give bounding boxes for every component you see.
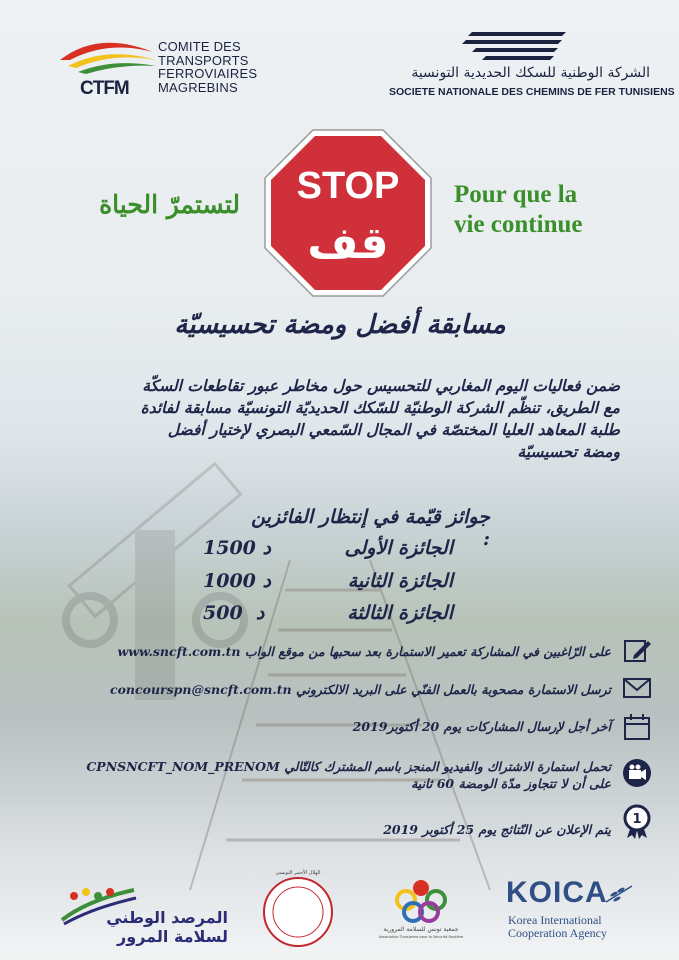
intro-line: ضمن فعاليات اليوم المغاربي للتحسيس حول مخاطر عبور تقاطعات السكّة [142,376,620,395]
prize-name-second: الجائزة الثانية [347,570,453,592]
ctfm-name-line: FERROVIAIRES [158,66,258,81]
instruction-5 [11,821,611,838]
sncft-logo [462,24,574,66]
contest-title: مسابقة أفضل ومضة تحسيسيّة [174,310,506,340]
intro-paragraph [54,375,620,463]
prize-amount-third: 500 د [203,602,265,624]
instruction-3 [11,718,611,735]
ctfm-name-line: TRANSPORTS [158,52,249,68]
red-crescent-logo [262,876,334,948]
onsr-name-arabic: المرصد الوطني لسلامة المرور [106,908,228,946]
stop-sign-icon [263,128,433,298]
instruction-1 [11,643,611,660]
prize-amount-first: 1500 د [203,537,271,559]
calendar-icon [622,712,652,742]
intro-line: طلبة المعاهد العليا المختصّة في المجال السّمعي البصري لإختيار أفضل [167,420,620,439]
slogan-french [454,180,582,240]
email-link[interactable]: concourspn@sncft.com.tn [109,682,292,697]
slogan-arabic: لتستمرّ الحياة [99,190,240,219]
red-crescent-name: الهلال الأحمر التونسي [275,870,321,876]
road-safety-association-logo [392,878,450,924]
stop-sign-text-fr: STOP [296,165,400,207]
association-name-arabic: جمعية تونس للسلامة المرورية [383,926,459,933]
instruction-4-text: تحمل استمارة الاشتراك والفيديو المنجز باسم المشترك كالتّالي [284,759,611,774]
instruction-4 [11,758,611,792]
koica-logo-text: KOICA [506,876,608,909]
intro-line: مع الطريق، تنظّم الشركة الوطنيّة للسّكك الحديديّة التونسيّة مسابقة لفائدة [140,398,620,417]
prize-amount-second: 1000 د [203,570,271,592]
sncft-name-french: SOCIETE NATIONALE DES CHEMINS DE FER TUNISIENS [389,86,675,98]
slogan-french-line: vie continue [454,211,583,238]
prizes-heading: جوائز قيّمة في إنتظار الفائزين : [251,506,490,550]
ctfm-name-line: MAGREBINS [158,79,238,95]
instruction-1-text: على الرّاغبين في المشاركة تعمير الاستمارة بعد سحبها من موقع الواب [244,644,611,659]
instruction-5-text: يتم الإعلان عن النّتائج يوم 25 أكتوبر 2019 [383,822,611,837]
award-medal-icon [622,804,652,840]
ctfm-name-line: COMITE DES [158,39,241,54]
ctfm-abbreviation: CTFM [80,78,129,99]
association-name-french: Association Tunisienne pour la Sécurité Routière [378,935,464,939]
stop-sign-text-ar: قف [307,218,389,269]
website-link[interactable]: www.sncft.com.tn [117,644,241,659]
slogan-french-line: Pour que la [454,181,578,208]
instruction-2 [11,681,611,698]
intro-line: ومضة تحسيسيّة [517,442,620,461]
file-naming-format: CPNSNCFT_NOM_PRENOM [86,759,280,774]
pencil-icon [622,636,652,666]
prize-name-first: الجائزة الأولى [344,537,453,559]
prize-name-third: الجائزة الثالثة [347,602,453,624]
svg-text:1: 1 [632,812,642,827]
ctfm-logo-swoosh [58,30,158,80]
koica-leaf-icon [604,884,634,904]
koica-full-name [508,914,607,940]
video-camera-icon [622,758,652,788]
instruction-3-text: آخر أجل لإرسال المشاركات يوم 20 أكتوبر2019 [352,719,611,734]
instruction-2-text: ترسل الاستمارة مصحوبة بالعمل الفنّي على البريد الالكتروني [295,682,611,697]
koica-full-name-line: Cooperation Agency [508,926,607,940]
koica-full-name-line: Korea International [508,913,602,927]
envelope-icon [622,673,652,703]
instruction-4-text-line2: على أن لا تتجاوز مدّة الومضة 60 ثانية [411,776,611,791]
ctfm-name [158,40,257,94]
sncft-name-arabic: الشركة الوطنية للسكك الحديدية التونسية [411,65,650,81]
